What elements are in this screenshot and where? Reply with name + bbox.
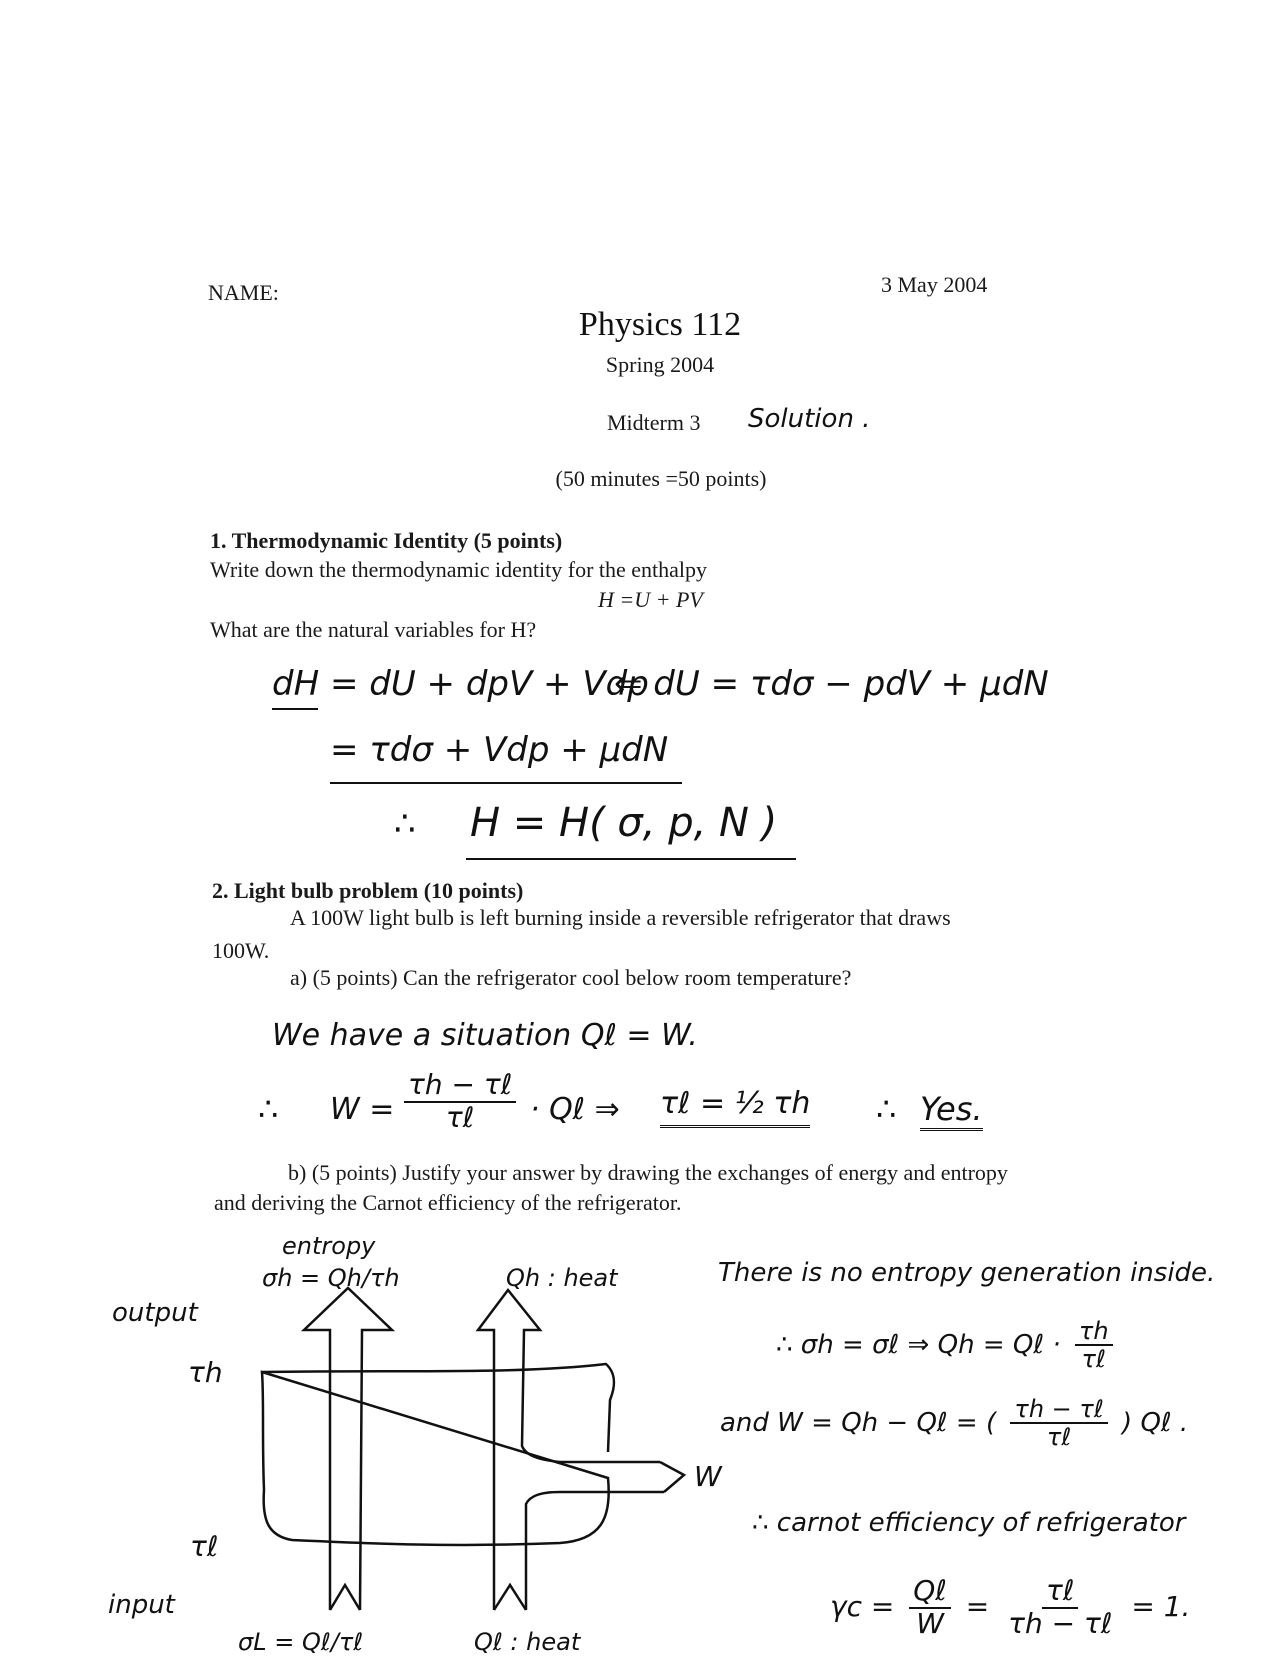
q1-solution-aside: ⇐ dU = τdσ − pdV + μdN [614, 664, 1049, 704]
heat-arrow [478, 1290, 660, 1610]
sigma-l-label: σL = Qℓ/τℓ [238, 1628, 364, 1656]
gamma-num1: Qℓ [909, 1576, 951, 1609]
name-label: NAME: [208, 280, 279, 305]
line2-underline [330, 782, 682, 784]
course-title: Physics 112 [578, 306, 742, 343]
gamma-equals: = [965, 1589, 990, 1623]
b-line3-den: τℓ [1046, 1423, 1072, 1452]
q2-prompt-line1: A 100W light bulb is left burning inside a reversible refrigerator that draws [290, 905, 951, 930]
carnot-efficiency [830, 1576, 1190, 1640]
therefore-symbol: ∴ [258, 1090, 279, 1128]
q2-part-b-line1: b) (5 points) Justify your answer by drawing the exchanges of energy and entropy [288, 1160, 1008, 1185]
q2-part-b-line2: and deriving the Carnot efficiency of the refrigerator. [214, 1190, 682, 1215]
exam-duration: (50 minutes =50 points) [555, 466, 767, 491]
therefore-symbol: ∴ [394, 804, 416, 844]
qh-heat-label: Qh : heat [506, 1264, 618, 1292]
heat-arrow-tail [494, 1585, 526, 1610]
a-solution-line1: We have a situation Qℓ = W. [272, 1018, 698, 1053]
entropy-arrow-tail [330, 1585, 360, 1610]
dh-underline [272, 708, 318, 710]
line3-underline [466, 858, 796, 860]
exam-name: Midterm 3 [607, 410, 701, 435]
q1-prompt: Write down the thermodynamic identity for the enthalpy [210, 557, 708, 582]
therefore-symbol: ∴ [876, 1090, 897, 1128]
solution-note: Solution . [748, 404, 871, 434]
q1-equation: H =U + PV [598, 587, 703, 612]
q1-solution-line2: = τdσ + Vdp + μdN [330, 730, 669, 770]
q1-solution-line3: H = H( σ, p, N ) [470, 800, 778, 846]
output-label: output [112, 1298, 198, 1328]
a-w-equals: W = [330, 1092, 395, 1127]
work-label: W [694, 1460, 722, 1493]
a-times-q: · Qℓ ⇒ [530, 1092, 620, 1127]
input-label: input [108, 1590, 175, 1620]
q1-question: What are the natural variables for H? [210, 617, 537, 642]
b-line2-text: ∴ σh = σℓ ⇒ Qh = Qℓ · [776, 1329, 1061, 1360]
gamma-result: = 1. [1131, 1589, 1191, 1623]
b-solution-line1: There is no entropy generation inside. [718, 1258, 1216, 1288]
q2-prompt-line2: 100W. [212, 938, 270, 963]
b-line2-den: τℓ [1081, 1345, 1106, 1374]
work-branch [526, 1492, 664, 1610]
a-result: τℓ = ½ τh [660, 1086, 810, 1128]
b-solution-line3 [720, 1396, 1188, 1451]
tau-l-label: τℓ [190, 1530, 219, 1563]
exam-date: 3 May 2004 [881, 272, 988, 297]
ql-heat-label: Qℓ : heat [474, 1628, 581, 1656]
gamma-label: γc = [830, 1589, 895, 1623]
a-answer-yes: Yes. [920, 1090, 983, 1131]
b-line3-tail: ) Qℓ . [1122, 1407, 1189, 1438]
b-line3-text: and W = Qh − Qℓ = ( [720, 1407, 997, 1438]
a-frac-numerator: τh − τℓ [404, 1070, 516, 1103]
b-line3-num: τh − τℓ [1010, 1396, 1107, 1424]
q1-heading: 1. Thermodynamic Identity (5 points) [210, 528, 563, 553]
gamma-den1: W [916, 1606, 944, 1640]
refrigerator-box [262, 1364, 614, 1545]
tau-h-label: τh [188, 1356, 223, 1389]
q2-heading: 2. Light bulb problem (10 points) [212, 878, 524, 903]
b-line2-num: τh [1075, 1318, 1113, 1346]
gamma-den2: τh − τℓ [1008, 1606, 1113, 1640]
work-bracket [660, 1462, 684, 1492]
b-solution-line4: ∴ carnot efficiency of refrigerator [752, 1508, 1186, 1538]
q1-solution-line1: dH = dU + dpV + Vdp [272, 664, 649, 704]
sigma-h-label: σh = Qh/τh [262, 1264, 400, 1292]
entropy-label: entropy [282, 1232, 376, 1260]
b-solution-line2 [776, 1318, 1119, 1373]
q2-part-a: a) (5 points) Can the refrigerator cool below room temperature? [290, 965, 852, 990]
term: Spring 2004 [605, 352, 715, 377]
entropy-arrow [304, 1288, 392, 1610]
gamma-num2: τℓ [1042, 1576, 1078, 1609]
a-frac-denominator: τℓ [445, 1100, 475, 1134]
